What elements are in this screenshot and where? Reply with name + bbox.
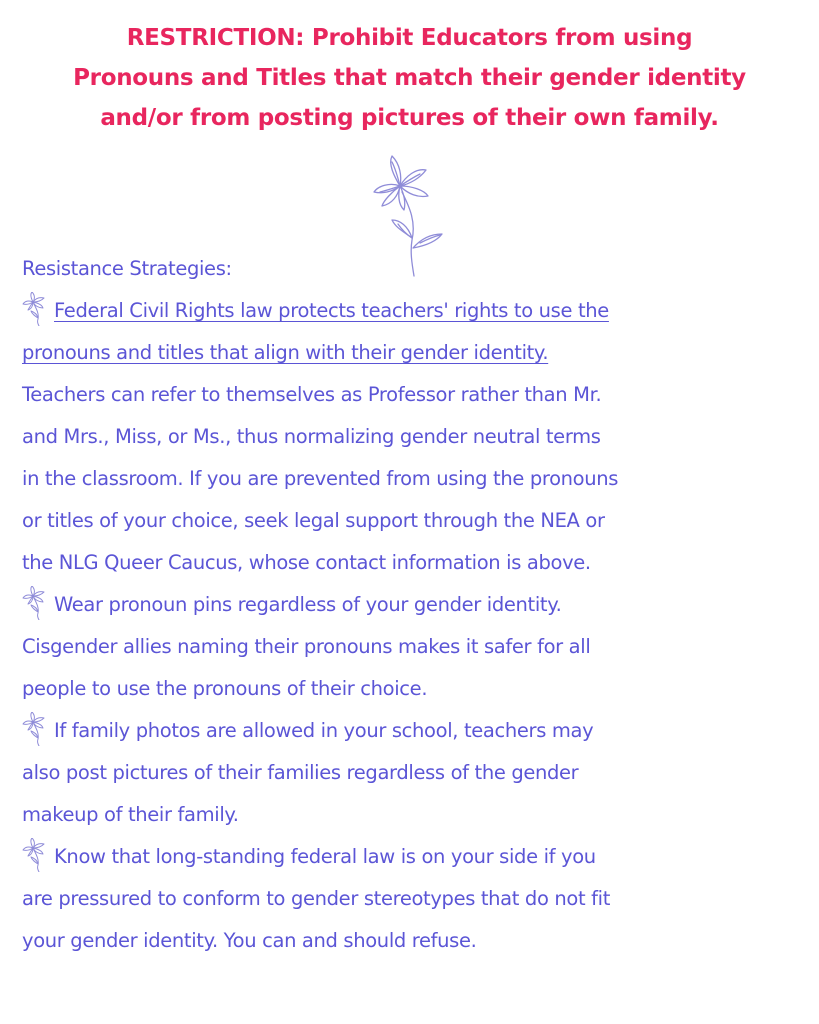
strategy-1-text: in the classroom. If you are prevented from using the pronouns — [22, 467, 619, 490]
strategy-3-text: also post pictures of their families regardless of the gender — [22, 761, 579, 784]
strategy-1-text: Teachers can refer to themselves as Professor rather than Mr. — [22, 383, 602, 406]
flower-bullet-icon — [22, 586, 52, 620]
strategy-1-text: or titles of your choice, seek legal support through the NEA or — [22, 509, 605, 532]
title-line-2: Pronouns and Titles that match their gender identity — [73, 65, 746, 91]
strategy-1-line-1 — [22, 290, 804, 332]
page-title — [0, 18, 819, 138]
flower-bullet-icon — [22, 292, 52, 326]
strategy-2-first-line: Wear pronoun pins regardless of your gender identity. — [54, 593, 562, 616]
strategy-4-line-1 — [22, 836, 804, 878]
strategy-3-text: makeup of their family. — [22, 803, 239, 826]
strategy-2-text: people to use the pronouns of their choice. — [22, 677, 428, 700]
strategy-3-line-1 — [22, 710, 804, 752]
flower-bullet-icon — [22, 838, 52, 872]
strategy-4-text: are pressured to conform to gender stereotypes that do not fit — [22, 887, 610, 910]
strategy-1-text: and Mrs., Miss, or Ms., thus normalizing gender neutral terms — [22, 425, 601, 448]
strategy-1-line-2 — [22, 332, 804, 374]
strategies-section — [22, 248, 804, 962]
strategy-4-first-line: Know that long-standing federal law is on your side if you — [54, 845, 596, 868]
section-heading: Resistance Strategies: — [22, 257, 232, 280]
strategy-2-line-1 — [22, 584, 804, 626]
flower-bullet-icon — [22, 712, 52, 746]
civil-rights-law-link[interactable]: Federal Civil Rights law protects teachers' rights to use the — [54, 299, 609, 322]
strategy-1-text: the NLG Queer Caucus, whose contact information is above. — [22, 551, 591, 574]
strategy-4-text: your gender identity. You can and should refuse. — [22, 929, 477, 952]
strategy-2-text: Cisgender allies naming their pronouns makes it safer for all — [22, 635, 591, 658]
civil-rights-law-link-continued[interactable]: pronouns and titles that align with their gender identity. — [22, 341, 549, 364]
strategy-3-first-line: If family photos are allowed in your school, teachers may — [54, 719, 594, 742]
title-line-1: RESTRICTION: Prohibit Educators from using — [126, 25, 693, 51]
title-line-3: and/or from posting pictures of their own family. — [100, 105, 719, 131]
